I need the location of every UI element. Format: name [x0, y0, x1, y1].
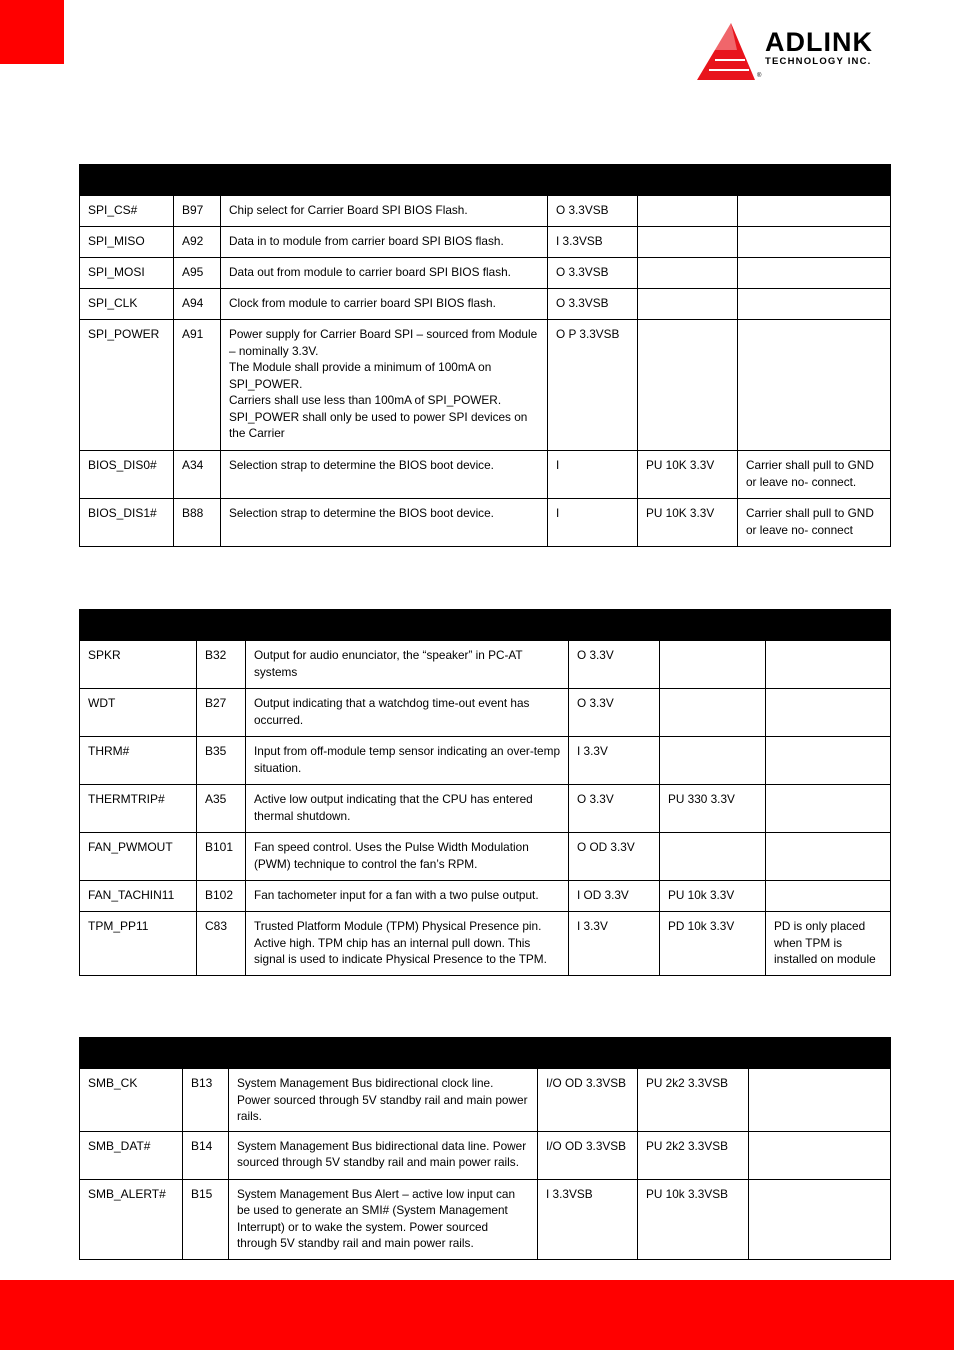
- spi-signal-table: [79, 164, 891, 547]
- table-row: [80, 881, 891, 912]
- cell-io-type: I 3.3VSB: [548, 227, 638, 258]
- cell-signal-name: FAN_PWMOUT: [80, 833, 197, 881]
- cell-pu-pd: PU 10k 3.3VSB: [638, 1179, 749, 1259]
- cell-pu-pd: [638, 227, 738, 258]
- cell-description: System Management Bus bidirectional data line. Power sourced through 5V standby rail and main power rails.: [229, 1131, 538, 1179]
- table-row: [80, 833, 891, 881]
- cell-comment: [738, 289, 891, 320]
- table-header-row: [80, 165, 891, 196]
- cell-signal-name: FAN_TACHIN11: [80, 881, 197, 912]
- cell-comment: [738, 258, 891, 289]
- cell-pu-pd: PU 2k2 3.3VSB: [638, 1069, 749, 1132]
- cell-pu-pd: [660, 689, 766, 737]
- cell-comment: [766, 689, 891, 737]
- cell-pu-pd: [638, 196, 738, 227]
- cell-pu-pd: PD 10k 3.3V: [660, 912, 766, 976]
- cell-signal-name: SMB_CK: [80, 1069, 183, 1132]
- cell-signal-name: SPI_CS#: [80, 196, 174, 227]
- cell-comment: [766, 737, 891, 785]
- cell-pu-pd: PU 10k 3.3V: [660, 881, 766, 912]
- table-row: [80, 320, 891, 451]
- cell-comment: Carrier shall pull to GND or leave no- connect.: [738, 451, 891, 499]
- cell-comment: PD is only placed when TPM is installed on module: [766, 912, 891, 976]
- cell-pin-number: B35: [197, 737, 246, 785]
- cell-comment: [766, 641, 891, 689]
- cell-signal-name: WDT: [80, 689, 197, 737]
- cell-description: Fan tachometer input for a fan with a two pulse output.: [246, 881, 569, 912]
- table-row: [80, 499, 891, 547]
- cell-signal-name: SPI_MISO: [80, 227, 174, 258]
- table-row: [80, 1069, 891, 1132]
- cell-pin-number: B15: [183, 1179, 229, 1259]
- cell-pin-number: B102: [197, 881, 246, 912]
- adlink-triangle-icon: [695, 20, 755, 82]
- cell-pin-number: B27: [197, 689, 246, 737]
- table-row: [80, 289, 891, 320]
- cell-io-type: O 3.3VSB: [548, 196, 638, 227]
- table-row: [80, 912, 891, 976]
- cell-pin-number: B13: [183, 1069, 229, 1132]
- cell-description: Input from off-module temp sensor indicating an over-temp situation.: [246, 737, 569, 785]
- cell-io-type: O 3.3V: [569, 641, 660, 689]
- cell-description: Active low output indicating that the CPU has entered thermal shutdown.: [246, 785, 569, 833]
- cell-comment: [749, 1131, 891, 1179]
- cell-pin-number: A35: [197, 785, 246, 833]
- cell-description: Data in to module from carrier board SPI BIOS flash.: [221, 227, 548, 258]
- cell-description: Clock from module to carrier board SPI BIOS flash.: [221, 289, 548, 320]
- cell-io-type: I 3.3V: [569, 737, 660, 785]
- cell-io-type: O 3.3VSB: [548, 289, 638, 320]
- cell-description: Output for audio enunciator, the “speaker” in PC-AT systems: [246, 641, 569, 689]
- cell-signal-name: SPI_CLK: [80, 289, 174, 320]
- cell-comment: [738, 320, 891, 451]
- cell-signal-name: SPKR: [80, 641, 197, 689]
- cell-io-type: I/O OD 3.3VSB: [538, 1131, 638, 1179]
- table-row: [80, 196, 891, 227]
- cell-description: Chip select for Carrier Board SPI BIOS Flash.: [221, 196, 548, 227]
- cell-pin-number: B101: [197, 833, 246, 881]
- cell-pin-number: A94: [174, 289, 221, 320]
- adlink-logo: [695, 20, 910, 82]
- cell-description: Power supply for Carrier Board SPI – sourced from Module – nominally 3.3V. The Module shall provide a minimum of 100mA on SPI_POWER. Carriers shall use less than 100mA of SPI_POWER. SPI_POWER shall only be used to power SPI devices on the Carrier: [221, 320, 548, 451]
- cell-pin-number: B32: [197, 641, 246, 689]
- cell-io-type: I: [548, 499, 638, 547]
- cell-pin-number: A91: [174, 320, 221, 451]
- table-row: [80, 737, 891, 785]
- cell-description: Output indicating that a watchdog time-out event has occurred.: [246, 689, 569, 737]
- cell-pin-number: B88: [174, 499, 221, 547]
- cell-io-type: I: [548, 451, 638, 499]
- cell-io-type: O 3.3VSB: [548, 258, 638, 289]
- cell-comment: [738, 196, 891, 227]
- cell-pin-number: C83: [197, 912, 246, 976]
- cell-comment: [766, 881, 891, 912]
- table-row: [80, 689, 891, 737]
- cell-signal-name: SPI_POWER: [80, 320, 174, 451]
- cell-pin-number: A92: [174, 227, 221, 258]
- table-row: [80, 641, 891, 689]
- smb-signal-table: [79, 1037, 891, 1260]
- cell-comment: [738, 227, 891, 258]
- cell-signal-name: SPI_MOSI: [80, 258, 174, 289]
- cell-io-type: I OD 3.3V: [569, 881, 660, 912]
- table-row: [80, 451, 891, 499]
- table-row: [80, 227, 891, 258]
- cell-pu-pd: [660, 737, 766, 785]
- cell-io-type: O P 3.3VSB: [548, 320, 638, 451]
- cell-io-type: I 3.3VSB: [538, 1179, 638, 1259]
- misc-signal-table: [79, 609, 891, 976]
- cell-description: Data out from module to carrier board SPI BIOS flash.: [221, 258, 548, 289]
- cell-io-type: O 3.3V: [569, 785, 660, 833]
- cell-comment: [766, 785, 891, 833]
- cell-description: Trusted Platform Module (TPM) Physical Presence pin. Active high. TPM chip has an internal pull down. This signal is used to indicate Physical Presence to the TPM.: [246, 912, 569, 976]
- brand-tagline: TECHNOLOGY INC.: [765, 56, 872, 67]
- cell-comment: [766, 833, 891, 881]
- cell-pu-pd: PU 330 3.3V: [660, 785, 766, 833]
- table-row: [80, 1131, 891, 1179]
- cell-description: System Management Bus bidirectional clock line. Power sourced through 5V standby rail and main power rails.: [229, 1069, 538, 1132]
- cell-signal-name: BIOS_DIS0#: [80, 451, 174, 499]
- cell-signal-name: THERMTRIP#: [80, 785, 197, 833]
- cell-pu-pd: [660, 641, 766, 689]
- cell-pu-pd: [638, 258, 738, 289]
- registered-mark: ®: [757, 73, 762, 79]
- cell-pu-pd: [660, 833, 766, 881]
- cell-io-type: I 3.3V: [569, 912, 660, 976]
- cell-io-type: I/O OD 3.3VSB: [538, 1069, 638, 1132]
- cell-io-type: O 3.3V: [569, 689, 660, 737]
- table-row: [80, 785, 891, 833]
- cell-pin-number: B97: [174, 196, 221, 227]
- cell-pin-number: A95: [174, 258, 221, 289]
- cell-signal-name: TPM_PP11: [80, 912, 197, 976]
- table-header-row: [80, 610, 891, 641]
- table-header-row: [80, 1038, 891, 1069]
- cell-comment: [749, 1069, 891, 1132]
- cell-io-type: O OD 3.3V: [569, 833, 660, 881]
- cell-signal-name: BIOS_DIS1#: [80, 499, 174, 547]
- cell-pu-pd: PU 10K 3.3V: [638, 499, 738, 547]
- cell-description: Selection strap to determine the BIOS boot device.: [221, 451, 548, 499]
- table-row: [80, 258, 891, 289]
- cell-signal-name: THRM#: [80, 737, 197, 785]
- cell-pin-number: B14: [183, 1131, 229, 1179]
- brand-name: ADLINK: [765, 27, 873, 57]
- cell-comment: Carrier shall pull to GND or leave no- connect: [738, 499, 891, 547]
- cell-signal-name: SMB_DAT#: [80, 1131, 183, 1179]
- cell-comment: [749, 1179, 891, 1259]
- table-row: [80, 1179, 891, 1259]
- cell-pu-pd: PU 10K 3.3V: [638, 451, 738, 499]
- cell-pu-pd: PU 2k2 3.3VSB: [638, 1131, 749, 1179]
- cell-signal-name: SMB_ALERT#: [80, 1179, 183, 1259]
- cell-description: System Management Bus Alert – active low input can be used to generate an SMI# (System Management Interrupt) or to wake the system. Power sourced through 5V standby rail and main power rails.: [229, 1179, 538, 1259]
- corner-accent: [0, 0, 64, 64]
- cell-pu-pd: [638, 320, 738, 451]
- cell-description: Fan speed control. Uses the Pulse Width Modulation (PWM) technique to control the fan’s RPM.: [246, 833, 569, 881]
- cell-pu-pd: [638, 289, 738, 320]
- cell-pin-number: A34: [174, 451, 221, 499]
- footer-band: [0, 1280, 954, 1350]
- cell-description: Selection strap to determine the BIOS boot device.: [221, 499, 548, 547]
